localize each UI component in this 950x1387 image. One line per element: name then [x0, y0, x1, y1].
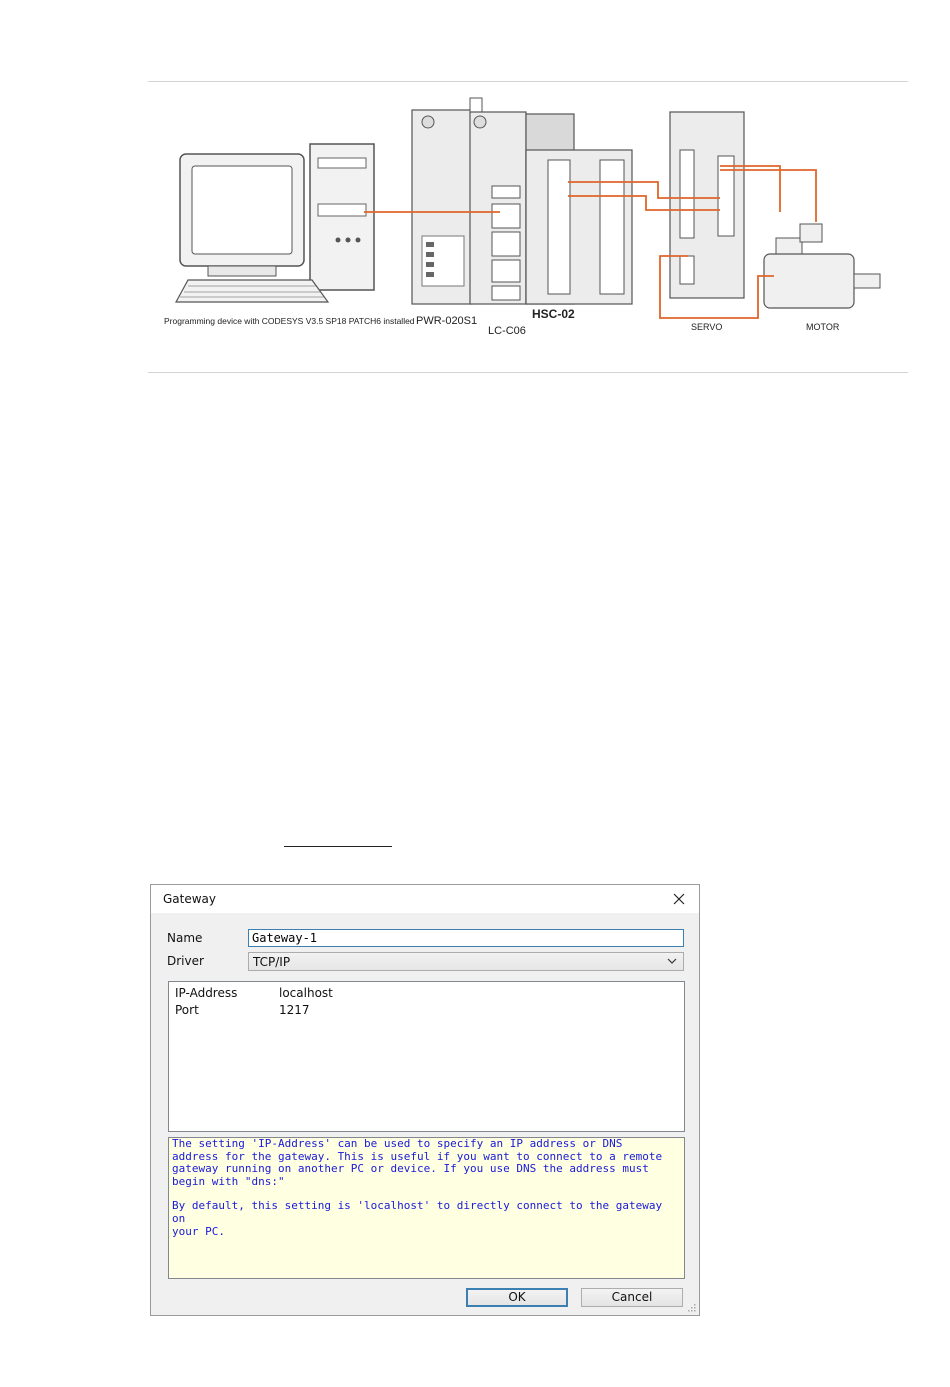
param-row-port[interactable]: [175, 1003, 310, 1017]
help-line: address for the gateway. This is useful if you want to connect to a remote: [172, 1149, 663, 1163]
wiring-diagram: [148, 86, 908, 370]
resize-grip-icon[interactable]: [686, 1302, 696, 1312]
help-line: The setting 'IP-Address' can be used to specify an IP address or DNS: [172, 1137, 623, 1150]
help-paragraph-2: [172, 1200, 681, 1238]
pc-icon: [176, 144, 374, 302]
name-label: Name: [167, 931, 203, 945]
close-icon[interactable]: [669, 889, 689, 909]
help-line: By default, this setting is 'localhost' to directly connect to the gateway on: [172, 1199, 663, 1225]
counter-module: [526, 114, 632, 304]
cancel-button[interactable]: Cancel: [581, 1288, 683, 1307]
underline-decoration: [284, 846, 392, 847]
param-key: Port: [175, 1003, 199, 1017]
gateway-parameters: [168, 981, 685, 1132]
servo-label: SERVO: [691, 322, 723, 332]
help-paragraph-1: [172, 1138, 681, 1188]
driver-label: Driver: [167, 954, 204, 968]
controller-label: LC-C06: [488, 325, 526, 337]
help-line: begin with "dns:": [172, 1174, 285, 1188]
top-divider: [148, 81, 908, 82]
power-label: PWR-020S1: [416, 315, 478, 327]
param-value: localhost: [279, 986, 333, 1000]
controller-module: [470, 98, 526, 304]
motor: [764, 224, 880, 308]
gateway-dialog: [150, 884, 700, 1316]
help-line: your PC.: [172, 1224, 225, 1238]
param-key: IP-Address: [175, 986, 238, 1000]
param-row-ip[interactable]: [175, 986, 333, 1000]
param-value: 1217: [279, 1003, 310, 1017]
bottom-divider: [148, 372, 908, 373]
ok-button[interactable]: OK: [466, 1288, 568, 1307]
servo-drive: [670, 112, 744, 298]
chevron-down-icon: [667, 957, 677, 965]
motor-label: MOTOR: [806, 322, 840, 332]
help-text: [168, 1137, 685, 1279]
power-module: [412, 110, 472, 304]
help-line: gateway running on another PC or device. If you use DNS the address must: [172, 1162, 649, 1176]
name-input[interactable]: [248, 929, 684, 947]
counter-label: HSC-02: [532, 307, 575, 321]
dialog-titlebar: [151, 885, 699, 913]
driver-value: TCP/IP: [253, 955, 291, 969]
dialog-title: Gateway: [163, 892, 217, 906]
pc-caption: Programming device with CODESYS V3.5 SP18 PATCH6 installed: [164, 316, 415, 326]
driver-select[interactable]: [248, 952, 684, 971]
